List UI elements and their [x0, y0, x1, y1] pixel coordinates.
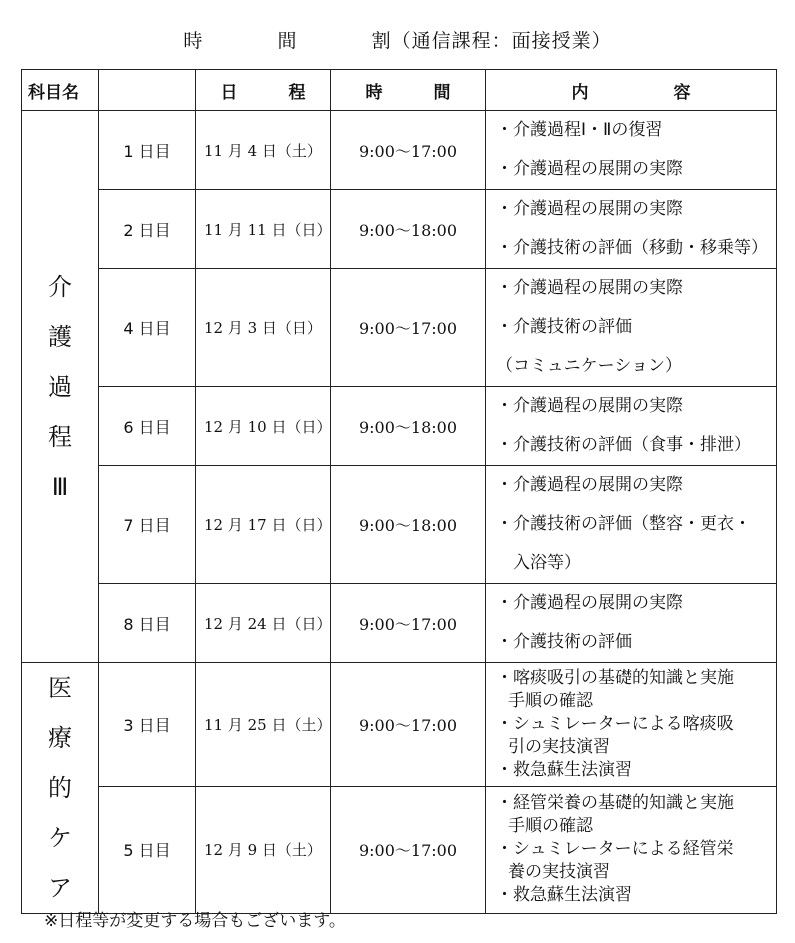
date-cell: 11 月 4 日（土）: [196, 111, 331, 190]
date-cell: 12 月 24 日（日）: [196, 584, 331, 663]
time-cell: 9:00〜17:00: [331, 584, 486, 663]
content-line: ・介護過程の展開の実際: [496, 199, 683, 219]
time-cell: 9:00〜17:00: [331, 269, 486, 387]
content-line: ・介護技術の評価（移動・移乗等）: [496, 238, 768, 258]
footnote: ※日程等が変更する場合もございます。: [44, 911, 346, 931]
day-cell: 4 日目: [99, 269, 196, 387]
schedule-table: [21, 69, 777, 914]
content-cell: [486, 786, 777, 913]
date-cell: 11 月 11 日（日）: [196, 190, 331, 269]
content-line: 養の実技演習: [508, 862, 610, 883]
time-cell: 9:00〜17:00: [331, 786, 486, 913]
subject-cell: [22, 663, 99, 914]
content-line: ・介護技術の評価（食事・排泄）: [496, 435, 751, 455]
table-row: [22, 387, 777, 466]
time-cell: 9:00〜18:00: [331, 190, 486, 269]
date-cell: 12 月 9 日（土）: [196, 786, 331, 913]
content-line: ・介護過程の展開の実際: [496, 475, 683, 495]
content-line: ・救急蘇生法演習: [496, 885, 632, 906]
day-cell: 3 日目: [99, 663, 196, 787]
day-cell: 5 日目: [99, 786, 196, 913]
content-line: 手順の確認: [508, 690, 593, 711]
content-line: 引の実技演習: [508, 736, 610, 757]
subject-char: 介: [48, 272, 72, 301]
table-header-row: [22, 70, 777, 111]
content-line: ・介護技術の評価（整容・更衣・: [496, 514, 751, 534]
content-line: ・喀痰吸引の基礎的知識と実施: [496, 667, 734, 688]
content-cell: [486, 111, 777, 190]
day-cell: 6 日目: [99, 387, 196, 466]
subject-char: 的: [48, 774, 72, 802]
date-cell: 12 月 17 日（日）: [196, 466, 331, 584]
subject-char: Ⅲ: [51, 472, 69, 501]
content-line: ・救急蘇生法演習: [496, 759, 632, 780]
time-cell: 9:00〜18:00: [331, 466, 486, 584]
subject-char: 療: [48, 724, 72, 752]
table-row: [22, 584, 777, 663]
content-line: （コミュニケーション）: [496, 356, 682, 376]
content-line: ・介護過程の展開の実際: [496, 278, 683, 298]
subject-char: 程: [48, 422, 72, 451]
header-time: 時 間: [331, 70, 486, 111]
time-cell: 9:00〜17:00: [331, 663, 486, 787]
date-cell: 12 月 3 日（日）: [196, 269, 331, 387]
table-row: [22, 111, 777, 190]
content-line: ・介護技術の評価: [496, 632, 632, 652]
date-cell: 12 月 10 日（日）: [196, 387, 331, 466]
table-row: [22, 786, 777, 913]
title-part-1: 時: [183, 30, 204, 52]
day-cell: 8 日目: [99, 584, 196, 663]
header-schedule: 日 程: [196, 70, 331, 111]
table-row: [22, 269, 777, 387]
subject-char: 護: [48, 322, 72, 351]
title-part-3: 割（通信課程：面接授業）: [371, 30, 612, 52]
day-cell: 2 日目: [99, 190, 196, 269]
header-day: [99, 70, 196, 111]
content-cell: [486, 387, 777, 466]
content-line: ・介護過程の展開の実際: [496, 159, 683, 179]
content-line: ・介護過程Ⅰ・Ⅱの復習: [496, 120, 663, 140]
day-cell: 7 日目: [99, 466, 196, 584]
content-line: 手順の確認: [508, 816, 593, 837]
table-row: [22, 663, 777, 787]
content-line: ・介護技術の評価: [496, 317, 632, 337]
content-line: ・介護過程の展開の実際: [496, 396, 683, 416]
content-line: ・シュミレーターによる経管栄: [496, 839, 734, 860]
content-cell: [486, 269, 777, 387]
title-part-2: 間: [277, 30, 298, 52]
header-content: 内 容: [486, 70, 777, 111]
subject-char: ケ: [48, 824, 72, 852]
table-row: [22, 190, 777, 269]
subject-char: 医: [48, 674, 72, 702]
time-cell: 9:00〜17:00: [331, 111, 486, 190]
content-cell: [486, 190, 777, 269]
content-line: 入浴等）: [496, 553, 581, 573]
page-title: [0, 26, 795, 53]
content-line: ・シュミレーターによる喀痰吸: [496, 713, 734, 734]
content-cell: [486, 663, 777, 787]
content-line: ・介護過程の展開の実際: [496, 593, 683, 613]
day-cell: 1 日目: [99, 111, 196, 190]
header-subject: 科目名: [22, 70, 99, 111]
content-cell: [486, 584, 777, 663]
time-cell: 9:00〜18:00: [331, 387, 486, 466]
content-line: ・経管栄養の基礎的知識と実施: [496, 793, 734, 814]
table-row: [22, 466, 777, 584]
subject-cell: [22, 111, 99, 663]
subject-char: ア: [48, 874, 72, 902]
subject-char: 過: [48, 372, 72, 401]
content-cell: [486, 466, 777, 584]
date-cell: 11 月 25 日（土）: [196, 663, 331, 787]
